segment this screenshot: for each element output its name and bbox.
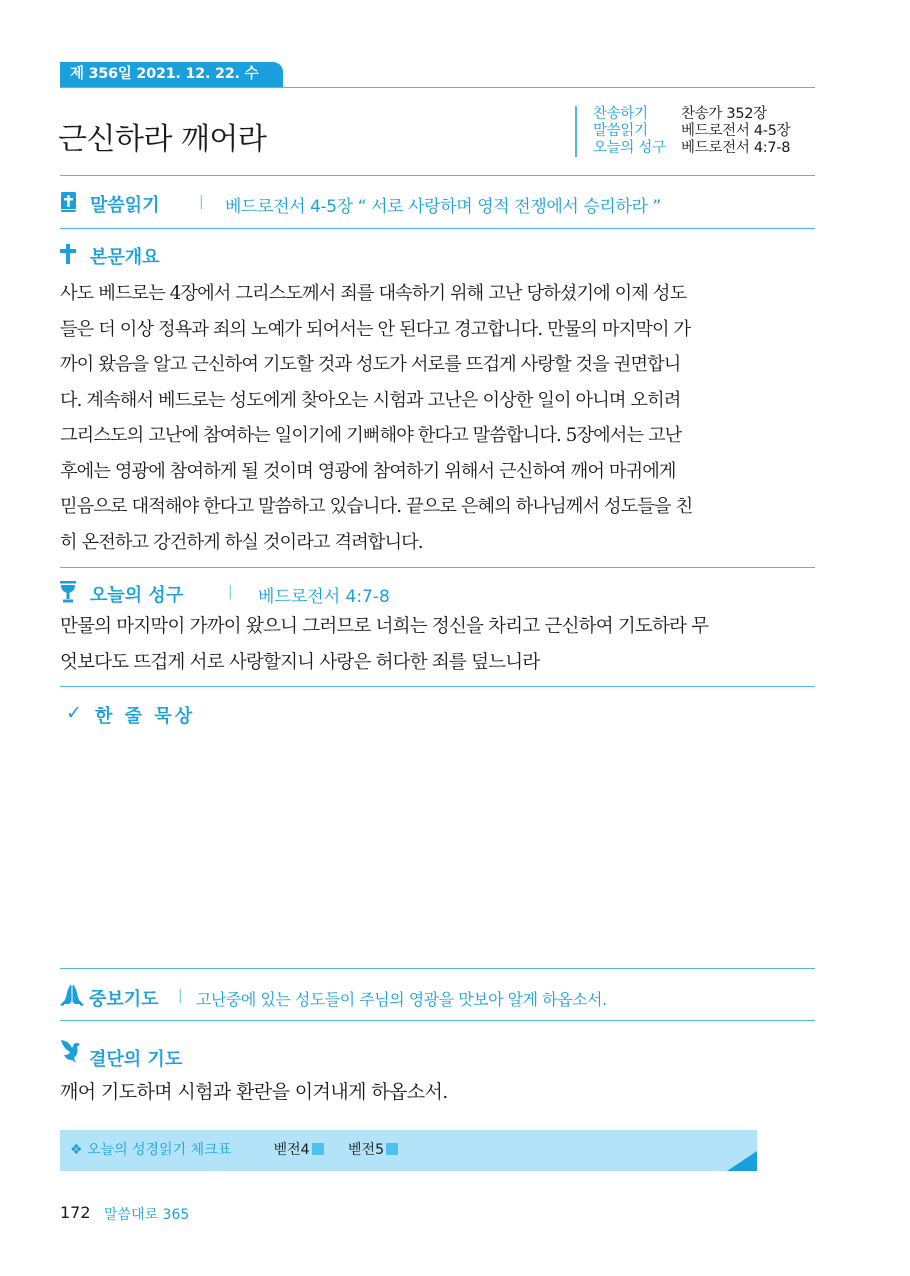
- verse-row: [593, 140, 790, 157]
- header-rule: [60, 87, 815, 88]
- divider: [60, 567, 815, 568]
- verse-label: 오늘의 성구: [593, 140, 666, 156]
- reading-label: 말씀읽기: [593, 123, 648, 139]
- verse-line: 만물의 마지막이 가까이 왔으니 그러므로 너희는 정신을 차리고 근신하여 기도하라 무: [60, 616, 709, 637]
- dove-icon: [60, 1038, 82, 1064]
- checklist-content: [70, 1130, 418, 1171]
- summary-line: 믿음으로 대적해야 한다고 말씀하고 있습니다. 끝으로 은혜의 하나님께서 성도들을 친: [60, 496, 693, 517]
- verse-body: [60, 609, 817, 680]
- divider: [60, 686, 815, 687]
- book-name: 말씀대로 365: [104, 1207, 190, 1223]
- bible-icon: [61, 192, 76, 212]
- resolution-title: 결단의 기도: [89, 1049, 183, 1070]
- divider: [60, 1020, 815, 1021]
- summary-body: [60, 276, 817, 560]
- check-icon: ✓: [66, 702, 82, 724]
- summary-title: 본문개요: [90, 247, 160, 268]
- page-title: 근신하라 깨어라: [58, 122, 267, 157]
- page-corner-fold: [727, 1151, 757, 1171]
- verse-line: 엇보다도 뜨겁게 서로 사랑할지니 사랑은 허다한 죄를 덮느니라: [60, 651, 540, 673]
- intercession-title: 중보기도: [89, 989, 159, 1010]
- chalice-icon: [60, 581, 76, 603]
- praying-hands-icon: [60, 983, 84, 1007]
- checklist-title: 오늘의 성경읽기 체크표: [87, 1142, 232, 1158]
- reading-text: 베드로전서 4-5장 “ 서로 사랑하며 영적 전쟁에서 승리하라 ”: [225, 197, 661, 217]
- cross-icon: [60, 244, 76, 264]
- diamond-bullet-icon: ❖: [70, 1142, 83, 1158]
- summary-line: 까이 왔음을 알고 근신하여 기도할 것과 성도가 서로를 뜨겁게 사랑할 것을 권면합니: [60, 354, 681, 375]
- summary-line: 후에는 영광에 참여하게 될 것이며 영광에 참여하기 위해서 근신하여 깨어 마귀에게: [60, 460, 676, 482]
- summary-line: 히 온전하고 강건하게 하실 것이라고 격려합니다.: [60, 531, 423, 553]
- divider: [60, 228, 815, 229]
- reading-title: 말씀읽기: [90, 195, 160, 216]
- day-badge: 제 356일 2021. 12. 22. 수: [60, 62, 283, 87]
- separator: |: [199, 194, 204, 210]
- checklist-item-label: 벧전5: [348, 1142, 384, 1158]
- checkbox-icon[interactable]: [386, 1143, 398, 1155]
- divider: [60, 175, 815, 176]
- reading-checklist-bar: [60, 1130, 757, 1171]
- hymn-row: [593, 106, 790, 123]
- meditation-writing-area[interactable]: [60, 735, 815, 960]
- resolution-text: 깨어 기도하며 시험과 환란을 이겨내게 하옵소서.: [60, 1081, 448, 1103]
- summary-line: 다. 계속해서 베드로는 성도에게 찾아오는 시험과 고난은 이상한 일이 아니며 오히려: [60, 389, 681, 411]
- separator: |: [178, 988, 183, 1004]
- checkbox-icon[interactable]: [312, 1143, 324, 1155]
- verse-title: 오늘의 성구: [90, 585, 184, 606]
- hymn-value: 찬송가 352장: [681, 106, 767, 122]
- divider: [60, 968, 815, 969]
- verse-ref: 베드로전서 4:7-8: [258, 587, 390, 607]
- summary-line: 사도 베드로는 4장에서 그리스도께서 죄를 대속하기 위해 고난 당하셨기에 이제 성도: [60, 283, 687, 304]
- separator: |: [228, 584, 233, 600]
- intercession-text: 고난중에 있는 성도들이 주님의 영광을 맛보아 알게 하옵소서.: [196, 990, 607, 1009]
- verse-value: 베드로전서 4:7-8: [681, 140, 791, 156]
- page-number: 172: [60, 1203, 91, 1222]
- summary-line: 그리스도의 고난에 참여하는 일이기에 기뻐해야 한다고 말씀합니다. 5장에서는 고난: [60, 425, 682, 446]
- summary-line: 들은 더 이상 정욕과 죄의 노예가 되어서는 안 된다고 경고합니다. 만물의 마지막이 가: [60, 318, 691, 340]
- reading-value: 베드로전서 4-5장: [681, 123, 791, 139]
- hymn-label: 찬송하기: [593, 106, 648, 122]
- meditation-title: 한 줄 묵상: [95, 706, 196, 727]
- daily-info-block: [575, 106, 790, 157]
- reading-row: [593, 123, 790, 140]
- checklist-item-label: 벧전4: [273, 1142, 310, 1158]
